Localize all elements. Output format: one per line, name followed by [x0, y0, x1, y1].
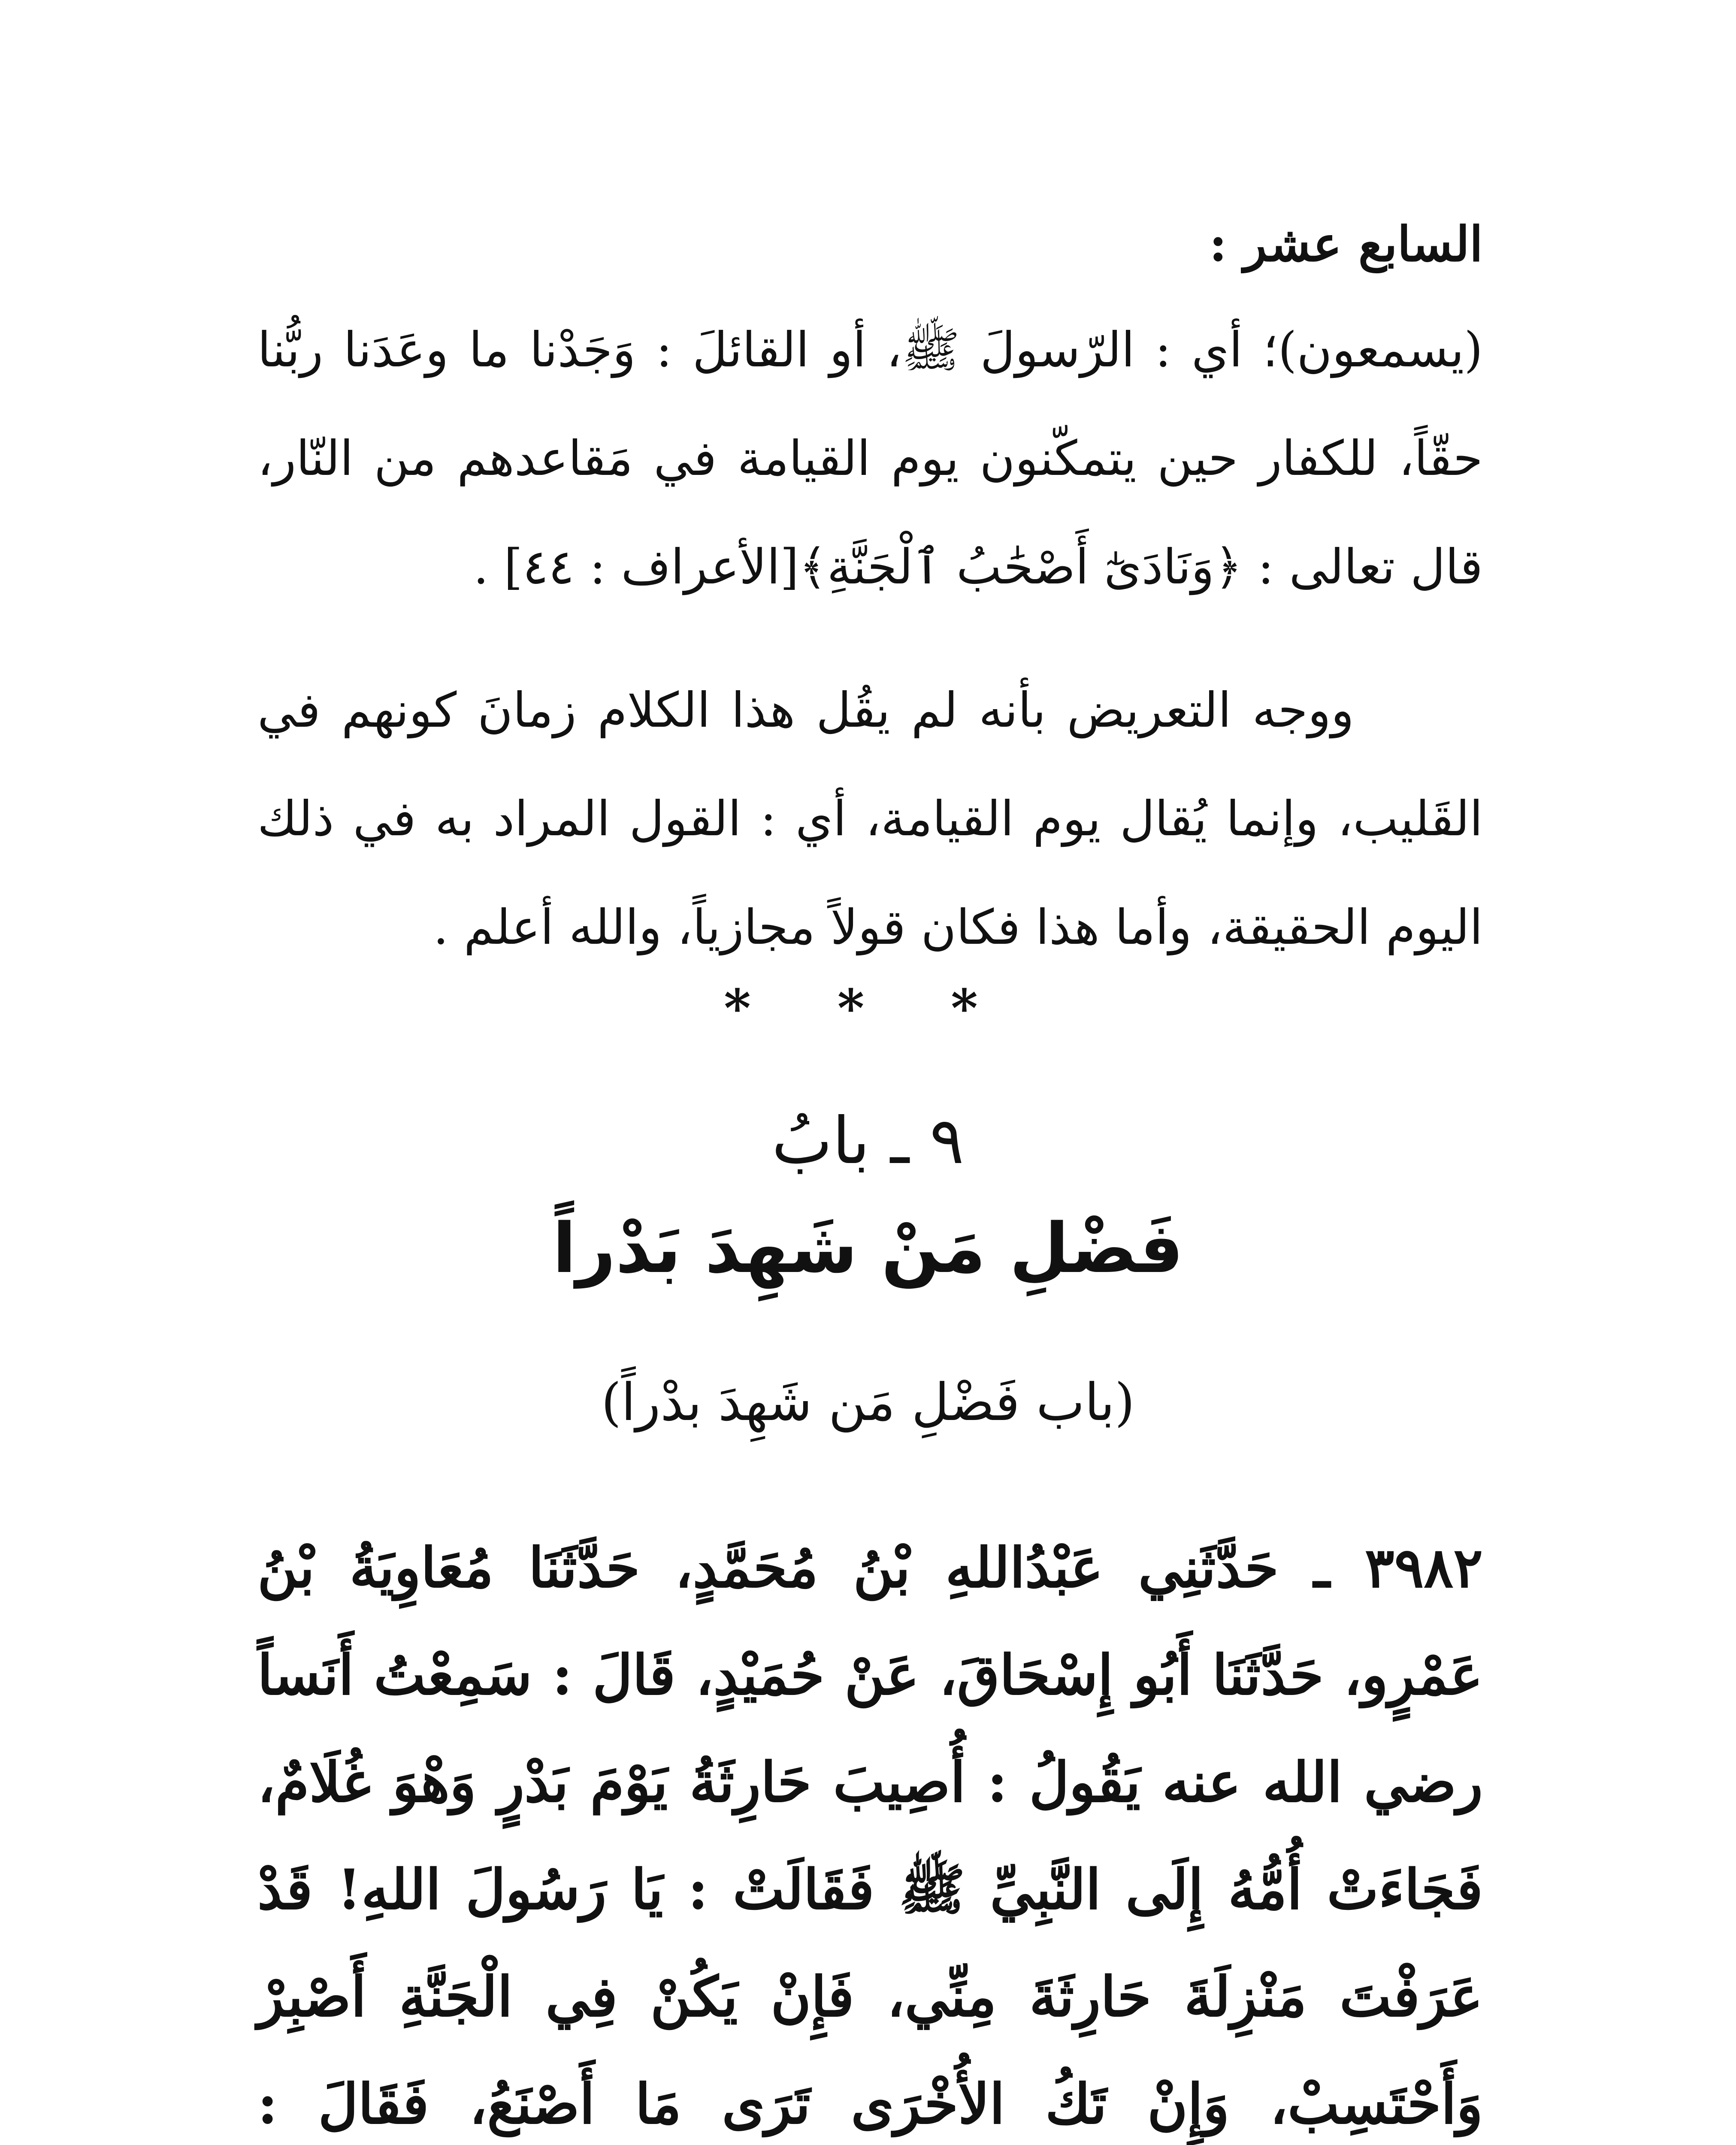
commentary-text: (يسمعون)؛ أي : الرّسولَ ﷺ، أو القائلَ : وَجَدْنا ما وعَدَنا ربُّنا حقّاً، للكفار حين يتمكّنون يوم القيامة في مَقاعدهم من النّار، قال تعالى : ﴿وَنَادَىٰٓ أَصْحَٰبُ ٱلْجَنَّةِ﴾[الأعراف : ٤٤] .: [257, 322, 1483, 595]
chapter-title: فَضْلِ مَنْ شَهِدَ بَدْراً: [552, 1208, 1184, 1288]
hadith-paragraph: [257, 1514, 1483, 2145]
chapter-subtitle: (باب فَضْلِ مَن شَهِدَ بدْراً): [601, 1373, 1135, 1432]
section-heading: السابع عشر :: [1209, 216, 1483, 272]
section-divider: * * *: [724, 978, 1012, 1039]
chapter-number: ٩ ـ بابُ: [771, 1104, 965, 1178]
commentary-paragraph-1: [257, 296, 1483, 622]
hadith-text: ٣٩٨٢ ـ حَدَّثَنِي عَبْدُاللهِ بْنُ مُحَمَّدٍ، حَدَّثَنَا مُعَاوِيَةُ بْنُ عَمْرٍو، حَدَّثَنَا أَبُو إِسْحَاقَ، عَنْ حُمَيْدٍ، قَالَ : سَمِعْتُ أَنَساً رضي الله عنه يَقُولُ : أُصِيبَ حَارِثَةُ يَوْمَ بَدْرٍ وَهْوَ غُلَامٌ، فَجَاءَتْ أُمُّهُ إِلَى النَّبِيِّ ﷺ فَقَالَتْ : يَا رَسُولَ اللهِ! قَدْ عَرَفْتَ مَنْزِلَةَ حَارِثَةَ مِنِّي، فَإِنْ يَكُنْ فِي الْجَنَّةِ أَصْبِرْ وَأَحْتَسِبْ، وَإِنْ تَكُ الأُخْرَى تَرَى مَا أَصْنَعُ، فَقَالَ :: [257, 1536, 1483, 2136]
commentary-text: ووجه التعريض بأنه لم يقُل هذا الكلام زمانَ كونهم في القَليب، وإنما يُقال يوم القيامة، أي : القول المراد به في ذلك اليوم الحقيقة، وأما هذا فكان قولاً مجازياً، والله أعلم .: [257, 683, 1483, 955]
commentary-paragraph-2: [257, 656, 1483, 982]
